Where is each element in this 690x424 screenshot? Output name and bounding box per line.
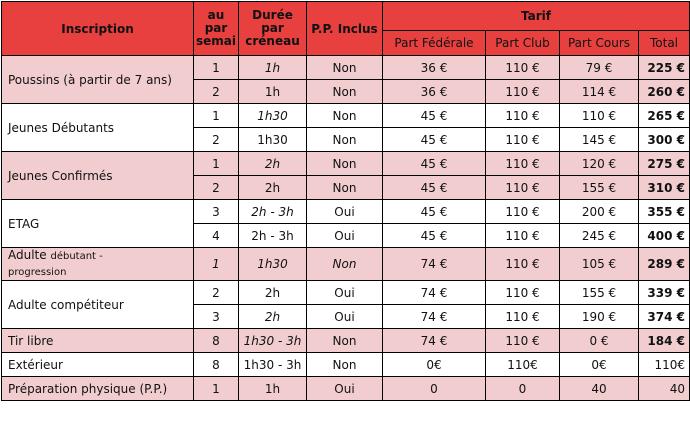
cell-pp: Oui [307, 200, 383, 224]
cell-total: 400 € [639, 224, 690, 248]
cell-pp: Non [307, 176, 383, 200]
cell-n: 2 [194, 80, 239, 104]
cell-fed: 45 € [383, 224, 486, 248]
inscription-name: Tir libre [2, 329, 194, 353]
cell-pp: Oui [307, 281, 383, 305]
cell-fed: 45 € [383, 128, 486, 152]
cell-n: 1 [194, 152, 239, 176]
header-pp-inclus: P.P. Inclus [307, 2, 383, 56]
cell-duree: 2h - 3h [239, 200, 307, 224]
cell-n: 2 [194, 176, 239, 200]
cell-fed: 36 € [383, 56, 486, 80]
cell-pp: Non [307, 248, 383, 281]
cell-n: 4 [194, 224, 239, 248]
cell-cours: 40 [560, 377, 639, 401]
cell-total: 265 € [639, 104, 690, 128]
cell-cours: 114 € [560, 80, 639, 104]
cell-total: 300 € [639, 128, 690, 152]
cell-total: 374 € [639, 305, 690, 329]
cell-duree: 2h [239, 305, 307, 329]
table-row [2, 248, 690, 281]
inscription-name: Jeunes Confirmés [2, 152, 194, 200]
cell-cours: 155 € [560, 176, 639, 200]
cell-total: 355 € [639, 200, 690, 224]
cell-club: 110 € [486, 281, 560, 305]
cell-duree: 1h30 [239, 104, 307, 128]
inscription-name: ETAG [2, 200, 194, 248]
cell-total: 339 € [639, 281, 690, 305]
cell-duree: 2h [239, 152, 307, 176]
cell-pp: Non [307, 128, 383, 152]
cell-fed: 45 € [383, 152, 486, 176]
cell-pp: Non [307, 152, 383, 176]
cell-duree: 1h30 [239, 248, 307, 281]
cell-total: 310 € [639, 176, 690, 200]
inscription-name: Jeunes Débutants [2, 104, 194, 152]
cell-n: 2 [194, 128, 239, 152]
cell-cours: 110 € [560, 104, 639, 128]
cell-duree: 2h [239, 176, 307, 200]
table-row [2, 281, 690, 305]
header-duree: Durée par créneau [239, 2, 307, 56]
table-row [2, 152, 690, 176]
cell-cours: 105 € [560, 248, 639, 281]
cell-club: 110 € [486, 200, 560, 224]
cell-n: 1 [194, 104, 239, 128]
name-line2: progression [8, 267, 67, 278]
cell-n: 3 [194, 200, 239, 224]
cell-total: 40 [639, 377, 690, 401]
cell-club: 110 € [486, 305, 560, 329]
cell-cours: 245 € [560, 224, 639, 248]
cell-club: 110 € [486, 224, 560, 248]
cell-duree: 1h30 - 3h [239, 353, 307, 377]
cell-duree: 1h [239, 377, 307, 401]
cell-n: 1 [194, 377, 239, 401]
cell-duree: 1h [239, 56, 307, 80]
header-part-federale: Part Fédérale [383, 31, 486, 56]
cell-fed: 45 € [383, 104, 486, 128]
table-row [2, 104, 690, 128]
cell-pp: Non [307, 80, 383, 104]
name-main: Adulte [8, 248, 47, 262]
cell-duree: 1h30 [239, 128, 307, 152]
inscription-name: Extérieur [2, 353, 194, 377]
cell-cours: 155 € [560, 281, 639, 305]
cell-n: 3 [194, 305, 239, 329]
cell-fed: 45 € [383, 176, 486, 200]
table-row [2, 353, 690, 377]
cell-club: 110 € [486, 56, 560, 80]
cell-fed: 74 € [383, 305, 486, 329]
table-row [2, 329, 690, 353]
cell-cours: 0 € [560, 329, 639, 353]
cell-fed: 74 € [383, 281, 486, 305]
cell-club: 110 € [486, 329, 560, 353]
cell-n: 2 [194, 281, 239, 305]
cell-fed: 36 € [383, 80, 486, 104]
cell-cours: 145 € [560, 128, 639, 152]
cell-total: 225 € [639, 56, 690, 80]
header-total: Total [639, 31, 690, 56]
cell-pp: Oui [307, 305, 383, 329]
cell-club: 110 € [486, 128, 560, 152]
cell-fed: 74 € [383, 329, 486, 353]
cell-fed: 0€ [383, 353, 486, 377]
inscription-name: Adulte compétiteur [2, 281, 194, 329]
table-row [2, 200, 690, 224]
inscription-name: Préparation physique (P.P.) [2, 377, 194, 401]
cell-pp: Non [307, 329, 383, 353]
inscription-name: Poussins (à partir de 7 ans) [2, 56, 194, 104]
name-small: débutant - [50, 251, 103, 262]
cell-club: 110 € [486, 80, 560, 104]
cell-club: 110€ [486, 353, 560, 377]
cell-pp: Oui [307, 377, 383, 401]
cell-club: 110 € [486, 104, 560, 128]
cell-fed: 0 [383, 377, 486, 401]
cell-cours: 190 € [560, 305, 639, 329]
cell-cours: 0€ [560, 353, 639, 377]
header-tarif: Tarif [383, 2, 690, 31]
cell-cours: 79 € [560, 56, 639, 80]
cell-club: 110 € [486, 248, 560, 281]
cell-pp: Non [307, 353, 383, 377]
table-row [2, 56, 690, 80]
cell-total: 184 € [639, 329, 690, 353]
inscription-name [2, 248, 194, 281]
cell-pp: Non [307, 56, 383, 80]
cell-duree: 2h [239, 281, 307, 305]
cell-club: 0 [486, 377, 560, 401]
cell-pp: Non [307, 104, 383, 128]
cell-n: 1 [194, 56, 239, 80]
cell-pp: Oui [307, 224, 383, 248]
cell-total: 275 € [639, 152, 690, 176]
cell-duree: 1h30 - 3h [239, 329, 307, 353]
cell-total: 110€ [639, 353, 690, 377]
cell-fed: 45 € [383, 200, 486, 224]
tarif-table [1, 1, 690, 401]
cell-n: 1 [194, 248, 239, 281]
table-row [2, 377, 690, 401]
cell-duree: 1h [239, 80, 307, 104]
cell-n: 8 [194, 353, 239, 377]
cell-total: 289 € [639, 248, 690, 281]
cell-fed: 74 € [383, 248, 486, 281]
cell-total: 260 € [639, 80, 690, 104]
header-part-cours: Part Cours [560, 31, 639, 56]
header-inscription: Inscription [2, 2, 194, 56]
cell-cours: 120 € [560, 152, 639, 176]
cell-club: 110 € [486, 152, 560, 176]
cell-n: 8 [194, 329, 239, 353]
cell-cours: 200 € [560, 200, 639, 224]
cell-duree: 2h - 3h [239, 224, 307, 248]
cell-club: 110 € [486, 176, 560, 200]
header-part-club: Part Club [486, 31, 560, 56]
header-au-par-semai: au par semai [194, 2, 239, 56]
